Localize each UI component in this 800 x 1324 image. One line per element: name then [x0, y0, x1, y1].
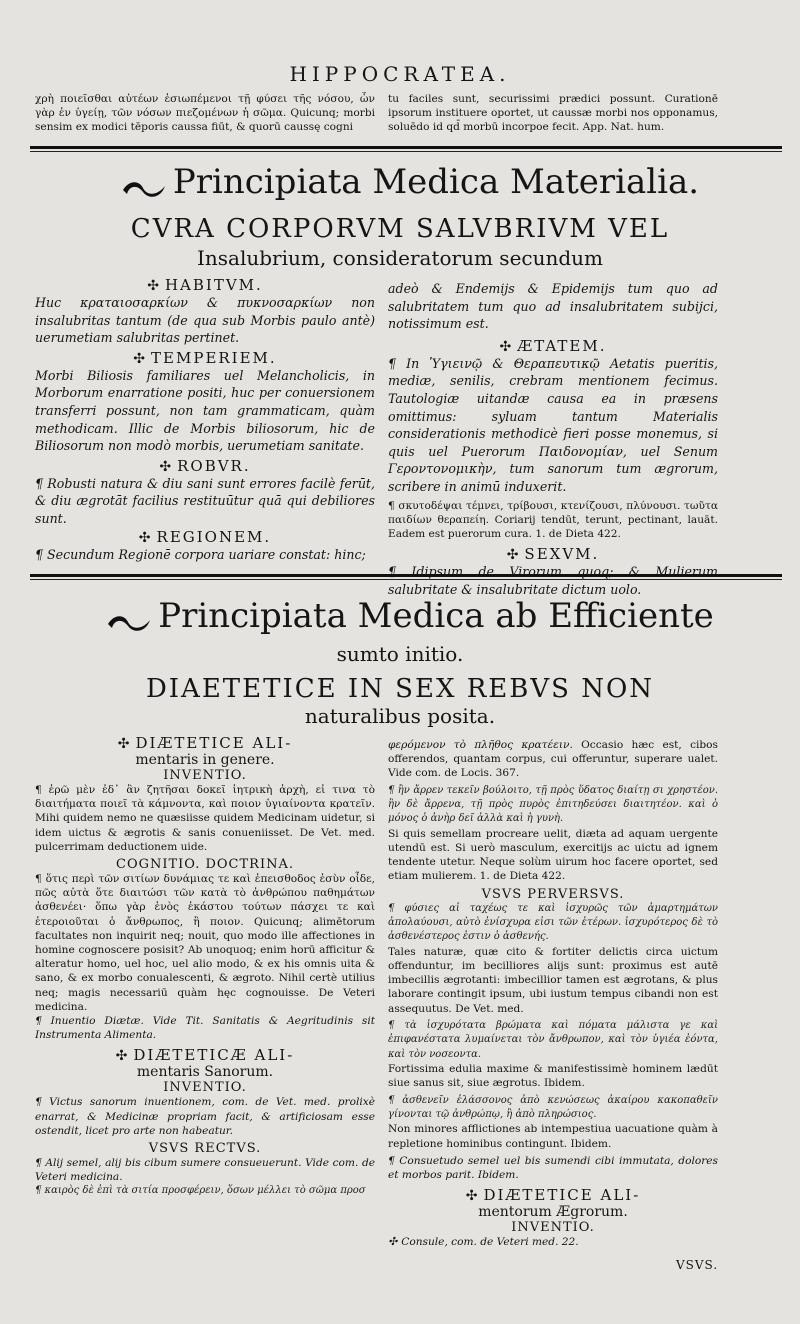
running-head: HIPPOCRATEA. — [289, 62, 511, 86]
temperiem-heading: ✣ TEMPERIEM. — [133, 348, 277, 367]
fleuron-small-icon: ✣ — [388, 1235, 398, 1249]
regionem-heading: ✣ REGIONEM. — [138, 527, 272, 546]
rectus-heading: VSVS RECTVS. — [148, 1141, 262, 1157]
kenoseos-text: Non minores afflictiones ab intempestiua uacuatione quàm à repletione hominibus contingunt. Ibidem. — [388, 1123, 718, 1150]
section2-caps: DIAETETICE IN SEX REBVS NON — [145, 674, 655, 704]
diaetetice-heading-2: mentaris in genere. — [135, 752, 275, 768]
aegrorum-heading-2: mentorum Ægrorum. — [478, 1204, 628, 1221]
fleuron-icon — [106, 612, 152, 634]
perversus-greek2: ¶ τὰ ἰσχυρότατα βρώματα καὶ πόματα μάλιστα γε καὶ ἐπιφανέστατα λυμαίνεται τὸν ἄνθρωπον, καὶ τὸν ὑγιέα ἐόντα, καὶ τὸν νοσεοντα. — [388, 1019, 718, 1060]
consuetudo-text: ¶ Consuetudo semel uel bis sumendi cibi immutata, dolores et morbos parit. Ibidem. — [388, 1154, 718, 1181]
fleuron-small-icon: ✣ — [138, 529, 153, 546]
section1-right-top: adeò & Endemijs & Epidemijs tum quo ad salubritatem tum quo ad insalubritatem subijci, notissimum est. — [388, 281, 718, 332]
fleuron-small-icon: ✣ — [147, 278, 161, 294]
perversus-text: Tales naturæ, quæ cito & fortiter delictis circa uictum offenduntur, im becilliores alijs sunt: proximus est autē imbecillis ægrotanti: imbecillior tamen est ægrotans, & plus laborare contingit ipsum, ubi iustum tempus cibandi non est assequutus. De Vet. med. — [388, 945, 718, 1015]
cognitio-heading: COGNITIO. DOCTRINA. — [116, 857, 294, 873]
inventio-text: ¶ ἐρῶ μὲν ἐδ᾽ ἂν ζητῆσαι δοκεῖ ἰητρικὴ ἀρχὴ, εἰ τινα τὸ διαιτήματα ποιεῖ τὰ κάμνοντα, καὶ ποιον ὑγιαίνοντα κρατεῖν. Mihi quidem nemo ne quæsiisse quidem Medicinam uidetur, si idem uictus & ægrotis & sanis conueniisset. De Vet. med. pulcerrimam deductionem uide. — [35, 784, 375, 853]
fleuron-icon — [121, 178, 167, 200]
right-top-text: φερόμενον τὸ πλῆθος κρατέειν. Occasio hæc est, cibos offerendos, quantam corpus, cui offeruntur, superare ualet. Vide com. de Locis. 367. — [388, 739, 718, 780]
cognitio-note: ¶ Inuentio Diætæ. Vide Tit. Sanitatis & Aegritudinis sit Instrumenta Alimenta. — [35, 1015, 375, 1042]
aetatem-text: ¶ In Ὑγιεινῷ & Θεραπευτικῷ Aetatis pueritis, mediæ, senilis, crebram mentionem fecimus. Tautologiæ uitandæ causa ea in præsens omittimus: syluam tantum Materialis considerationis methodicè fieri posse monemus, si quis uel Puerorum Παιδονομίαν, uel Senum Γεροντονομικὴν, tum sanorum tum ægrorum, scribere in animū induxerit. — [388, 355, 718, 494]
divider-rule-thin — [30, 579, 782, 580]
coriarij-text: ¶ σκυτοδέψαι τέμνει, τρίβουσι, κτενίζουσι, πλύνουσι. τωῦτα παιδίων θεραπείη. Coriarij tendūt, terunt, pectinant, lauāt. Eadem est puerorum cura. 1. de Dieta 422. — [388, 499, 718, 540]
diaetetice-heading: ✣ DIÆTETICE ALI- — [117, 734, 293, 752]
fleuron-small-icon: ✣ — [117, 736, 132, 752]
sanorum-heading: ✣ DIÆTETICÆ ALI- — [115, 1046, 295, 1065]
inventio-heading: INVENTIO. — [163, 768, 247, 783]
section1-title-line — [60, 162, 760, 202]
kenoseos-greek: ¶ ἀσθενεῖν ἐλάσσονος ἀπὸ κενώσεως ἀκαίρου κακοπαθεῖν γίνονται τῷ ἀνθρώπῳ, ἢ ἀπὸ πληρώσιος. — [388, 1094, 718, 1120]
divider-rule-thin — [30, 151, 782, 152]
section1-title: Principiata Medica Materialia. — [172, 162, 700, 202]
fleuron-small-icon: ✣ — [465, 1188, 480, 1205]
section2-left-column — [35, 734, 375, 1264]
aegrorum-heading: ✣ DIÆTETICE ALI- — [465, 1186, 641, 1205]
section2-subtitle: naturalibus posita. — [304, 704, 496, 728]
cognitio-text: ¶ ὅτις περὶ τῶν σιτίων δυνάμιας τε καὶ ἐπεισθοδος ἐσὺν οἶδε, πῶς αὐτὰ ὅτε διαιτώσι τῶν κατὰ τὸ ἀνθρώπου παθημάτων ἀσθενέει· ὅπω γὰρ ἑνὸς ἑκάστου τούτων πάσχει τε καὶ ἑτεροιοῦται ὁ ἄνθρωπος, ἢ ποιον. Quicunq; alimētorum facultates non inquirit neq; nouit, quo modo ille affectiones in homine cognoscere posisit? Ab unoquoq; enim horū afficitur & alteratur homo, uel hoc, uel alio modo, & ex his omnis uita & sano, & ex morbo conualescenti, & ægroto. Nihil certè utilius neq; magis necessariū quàm hęc cognouisse. De Veteri medicina. — [35, 873, 375, 1013]
perversus-heading: VSVS PERVERSVS. — [481, 886, 625, 902]
section1-subtitle: Insalubrium, consideratorum secundum — [196, 246, 604, 270]
habitum-text: Huc κραταιοσαρκίων & πυκνοσαρκίων non insalubritas tantum (de qua sub Morbis paulo antè) uerumetiam salubritas pertinet. — [35, 295, 375, 346]
inventio2-text: ¶ Victus sanorum inuentionem, com. de Vet. med. prolixè enarrat, & Medicinæ propriam facit, & artificiosam esse ostendit, licet pro arte non habeatur. — [35, 1096, 375, 1137]
section2-title2: sumto initio. — [336, 642, 464, 666]
inventio3-text: ✣ Consule, com. de Veteri med. 22. — [388, 1235, 579, 1249]
section1-caps: CVRA CORPORVM SALVBRIVM VEL — [130, 214, 670, 244]
sanorum-heading-2: mentaris Sanorum. — [136, 1064, 274, 1081]
inventio2-heading: INVENTIO. — [163, 1080, 247, 1096]
right-greek2: ¶ ἢν ἄρρεν τεκεῖν βούλοιτο, τῇ πρὸς ὕδατος διαίτῃ σι χρηστέον. ἢν δὲ ἄρρενα, τῇ πρὸς πυρὸς ἐπιτηδεύσει διαιτητέον. καὶ ὁ μόνος ὁ ἀνὴρ δεῖ ἀλλὰ καὶ ἡ γυνὴ. — [388, 784, 718, 825]
rectus-text: ¶ Alij semel, alij bis cibum sumere consueuerunt. Vide com. de Veteri medicina. — [35, 1157, 375, 1184]
perversus-greek: ¶ φύσιες αἱ ταχέως τε καὶ ἰσχυρῶς τῶν ἁμαρτημάτων ἀπολαύουσι, αὐτὸ ἐνίσχυρα εἰσι τῶν ἑτέρων. ἰσχυρότερος δὲ τὸ ἀσθενέστερος ἐστιν ὁ ἀσθενής. — [388, 902, 718, 943]
habitum-heading: ✣ HABITVM. — [147, 276, 263, 294]
catchword: VSVS. — [676, 1258, 719, 1272]
divider-rule — [30, 146, 782, 149]
fleuron-small-icon: ✣ — [499, 338, 514, 355]
rectus-greek: ¶ καιρὸς δὲ ἐπὶ τὰ σιτία προσφέρειν, ὅσων μέλλει τὸ σῶμα προσ — [35, 1185, 366, 1197]
regionem-text: ¶ Secundum Regionē corpora uariare constat: hinc; — [35, 546, 366, 562]
robur-heading: ✣ ROBVR. — [159, 456, 251, 475]
sexum-text: ¶ Idipsum de Virorum quoq; & Mulierum salubritate & insalubritate dictum uolo. — [388, 564, 718, 597]
aetatem-heading: ✣ ÆTATEM. — [499, 336, 607, 355]
section1-right-column — [388, 280, 718, 598]
fleuron-small-icon: ✣ — [115, 1048, 130, 1065]
sexum-heading: ✣ SEXVM. — [506, 545, 600, 564]
section2-title-line — [60, 596, 760, 636]
right-text2: Si quis semellam procreare uelit, diæta ad aquam uergente utendū est. Si uerò masculum, exercitijs ac uictu ad ignem tendente utetur. Neque solùm uirum hoc facere oportet, sed etiam mulierem. 1. de Dieta 422. — [388, 827, 718, 883]
fleuron-small-icon: ✣ — [159, 458, 174, 475]
section2-right-column — [388, 738, 718, 1278]
section2-title: Principiata Medica ab Efficiente — [158, 596, 714, 636]
robur-text: ¶ Robusti natura & diu sani sunt errores facilè ferūt, & diu ægrotāt facilius restituūtur quā qui debiliores sunt. — [35, 475, 375, 526]
top-right-text: tu faciles sunt, securissimi prædici possunt. Curationē ipsorum instituere oportet, ut caussæ morbi nos opponamus, soluēdo id qd̄ morbū incorpoe fecit. App. Nat. hum. — [388, 93, 718, 134]
fleuron-small-icon: ✣ — [133, 350, 148, 367]
perversus-text2: Fortissima edulia maxime & manifestissimè hominem lædūt siue sanus sit, siue ægrotus. Ibidem. — [388, 1063, 718, 1090]
section1-left-column — [35, 274, 375, 563]
inventio3-heading: INVENTIO. — [511, 1220, 595, 1236]
temperiem-text: Morbi Biliosis familiares uel Melancholicis, in Morborum enarratione positi, huc per conuersionem transferri possunt, non tam grammaticam, quàm methodicam. Illic de Morbis biliosorum, hic de Biliosorum non modò morbis, uerumetiam sanitate. — [35, 367, 375, 454]
fleuron-small-icon: ✣ — [506, 547, 521, 564]
top-left-text: χρὴ ποιεῖσθαι αὐτέων ἐσιωπέμενοι τῇ φύσει τῆς νόσου, ὧν γὰρ ἐν ὑγείῃ, τῶν νόσων πιεζομένων ἡ σῶμα. Quicunq; morbi sensim ex modici tēporis caussa fiūt, & quorū caussę cogni — [35, 93, 375, 134]
divider-rule — [30, 574, 782, 577]
